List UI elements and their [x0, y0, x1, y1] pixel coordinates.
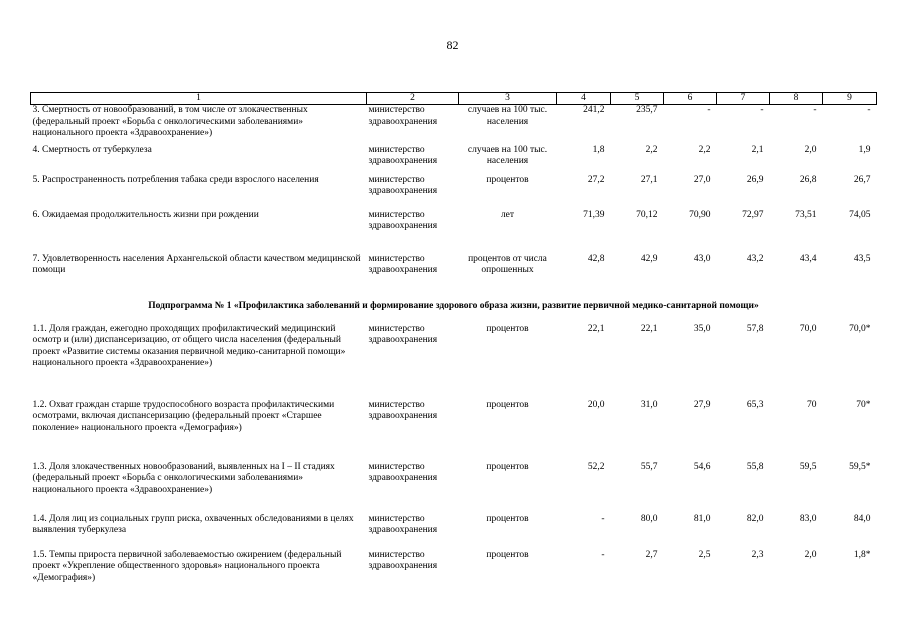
ministry-cell: министерство здравоохранения	[368, 513, 438, 535]
value-cell: 27,0	[693, 174, 711, 185]
value-cell: 241,2	[583, 105, 605, 115]
unit-cell: процентов	[486, 549, 529, 560]
ministry-cell: министерство здравоохранения	[368, 461, 438, 483]
value-cell: 43,0	[693, 253, 711, 264]
indicator-cell: 1.1. Доля граждан, ежегодно проходящих профилактический медицинский осмотр и (или) диспансеризацию, от общего числа населения (федеральный проект «Развитие системы оказания первичной медико-санитарной помощи» национального проекта «Здравоохранение»)	[32, 323, 346, 368]
ministry-cell: министерство здравоохранения	[368, 209, 438, 231]
column-number: 4	[557, 93, 611, 105]
value-cell: 72,97	[742, 209, 764, 220]
value-cell: 1,9	[858, 144, 871, 155]
column-number: 3	[459, 93, 557, 105]
table-row	[31, 324, 877, 400]
unit-cell: процентов	[486, 323, 529, 334]
value-cell: 2,5	[698, 549, 711, 560]
value-cell: 80,0	[640, 513, 658, 524]
column-numbers-row	[31, 93, 877, 105]
value-cell: 70	[807, 399, 817, 410]
value-cell: 22,1	[587, 323, 605, 334]
column-number: 2	[367, 93, 459, 105]
ministry-cell: министерство здравоохранения	[368, 399, 438, 421]
ministry-cell: министерство здравоохранения	[368, 144, 438, 166]
value-cell: 43,4	[799, 253, 817, 264]
indicator-cell: 3. Смертность от новообразований, в том числе от злокачественных (федеральный проект «Борьба с онкологическими заболеваниями» национального проекта «Здравоохранение»)	[32, 105, 308, 138]
value-cell: 65,3	[746, 399, 764, 410]
value-cell: 59,5	[799, 461, 817, 472]
value-cell: 1,8*	[853, 549, 871, 560]
value-cell: 55,7	[640, 461, 658, 472]
value-cell: 43,2	[746, 253, 764, 264]
column-number: 1	[31, 93, 367, 105]
unit-cell: лет	[500, 209, 515, 220]
table-body-subprogram	[31, 324, 877, 594]
value-cell: 2,2	[645, 144, 658, 155]
indicator-cell: 1.4. Доля лиц из социальных групп риска, охваченных обследованиями в целях выявления туберкулеза	[32, 513, 354, 535]
value-cell: 42,9	[640, 253, 658, 264]
value-cell: 70,12	[636, 209, 658, 220]
value-cell: 35,0	[693, 323, 711, 334]
ministry-cell: министерство здравоохранения	[368, 549, 438, 571]
unit-cell: процентов	[486, 513, 529, 524]
ministry-cell: министерство здравоохранения	[368, 253, 438, 275]
ministry-cell: министерство здравоохранения	[368, 105, 438, 127]
indicator-cell: 1.5. Темпы прироста первичной заболеваемостью ожирением (федеральный проект «Укрепление общественного здоровья» национального проекта «Демография»)	[32, 549, 342, 583]
value-cell: 2,2	[698, 144, 711, 155]
value-cell: 2,3	[751, 549, 764, 560]
value-cell: 2,1	[751, 144, 764, 155]
value-cell: 26,8	[799, 174, 817, 185]
subprogram-header	[31, 290, 877, 324]
table-row	[31, 514, 877, 550]
unit-cell: процентов	[486, 174, 529, 185]
value-cell: 71,39	[583, 209, 605, 220]
value-cell: 70,0	[799, 323, 817, 334]
indicators-table	[30, 92, 877, 594]
indicator-cell: 1.3. Доля злокачественных новообразований, выявленных на I – II стадиях (федеральный проект «Борьба с онкологическими заболеваниями» национального проекта «Здравоохранение»)	[32, 461, 335, 495]
value-cell: 31,0	[640, 399, 658, 410]
table-row	[31, 462, 877, 514]
indicator-cell: 5. Распространенность потребления табака среди взрослого населения	[32, 174, 319, 185]
table-row	[31, 550, 877, 594]
value-cell: 73,51	[795, 209, 817, 220]
value-cell: 70*	[856, 399, 871, 410]
column-number: 7	[717, 93, 770, 105]
value-cell: 2,0	[804, 549, 817, 560]
value-cell: 43,5	[853, 253, 871, 264]
unit-cell: процентов от числа опрошенных	[468, 253, 547, 275]
value-cell: 27,9	[693, 399, 711, 410]
column-number: 9	[823, 93, 877, 105]
value-cell: -	[760, 105, 764, 115]
value-cell: 70,0*	[849, 323, 871, 334]
value-cell: 52,2	[587, 461, 605, 472]
value-cell: 84,0	[853, 513, 871, 524]
value-cell: -	[813, 105, 817, 115]
value-cell: 2,7	[645, 549, 658, 560]
column-number: 6	[664, 93, 717, 105]
value-cell: 74,05	[849, 209, 871, 220]
page-number: 82	[446, 38, 459, 52]
value-cell: -	[601, 513, 605, 524]
value-cell: 235,7	[636, 105, 658, 115]
value-cell: 54,6	[693, 461, 711, 472]
unit-cell: случаев на 100 тыс. населения	[467, 144, 548, 166]
column-number: 5	[611, 93, 664, 105]
value-cell: -	[867, 105, 871, 115]
indicator-cell: 7. Удовлетворенность населения Архангельской области качеством медицинской помощи	[32, 253, 361, 275]
value-cell: 20,0	[587, 399, 605, 410]
indicator-cell: 1.2. Охват граждан старше трудоспособного возраста профилактическими осмотрами, включая диспансеризацию (федеральный проект «Старшее поколение» национального проекта «Демография»)	[32, 399, 335, 433]
value-cell: 42,8	[587, 253, 605, 264]
value-cell: 81,0	[693, 513, 711, 524]
indicator-cell: 6. Ожидаемая продолжительность жизни при рождении	[32, 209, 259, 220]
value-cell: 22,1	[640, 323, 658, 334]
table-row	[31, 210, 877, 254]
value-cell: -	[707, 105, 711, 115]
column-number: 8	[770, 93, 823, 105]
value-cell: 26,9	[746, 174, 764, 185]
table-row	[31, 145, 877, 175]
ministry-cell: министерство здравоохранения	[368, 174, 438, 196]
table-row	[31, 254, 877, 290]
table-body-top	[31, 105, 877, 290]
ministry-cell: министерство здравоохранения	[368, 323, 438, 345]
subprogram-title: Подпрограмма № 1 «Профилактика заболеваний и формирование здорового образа жизни, развитие первичной медико-санитарной помощи»	[148, 300, 759, 311]
unit-cell: процентов	[486, 461, 529, 472]
value-cell: 27,1	[640, 174, 658, 185]
unit-cell: случаев на 100 тыс. населения	[467, 105, 548, 127]
value-cell: 1,8	[592, 144, 605, 155]
value-cell: 27,2	[587, 174, 605, 185]
table-row	[31, 105, 877, 145]
value-cell: 57,8	[746, 323, 764, 334]
unit-cell: процентов	[486, 399, 529, 410]
table-row	[31, 400, 877, 462]
value-cell: 59,5*	[849, 461, 871, 472]
value-cell: 83,0	[799, 513, 817, 524]
value-cell: 82,0	[746, 513, 764, 524]
value-cell: 26,7	[853, 174, 871, 185]
value-cell: 70,90	[689, 209, 711, 220]
indicator-cell: 4. Смертность от туберкулеза	[32, 144, 152, 155]
value-cell: -	[601, 549, 605, 560]
table-row	[31, 175, 877, 210]
value-cell: 55,8	[746, 461, 764, 472]
value-cell: 2,0	[804, 144, 817, 155]
